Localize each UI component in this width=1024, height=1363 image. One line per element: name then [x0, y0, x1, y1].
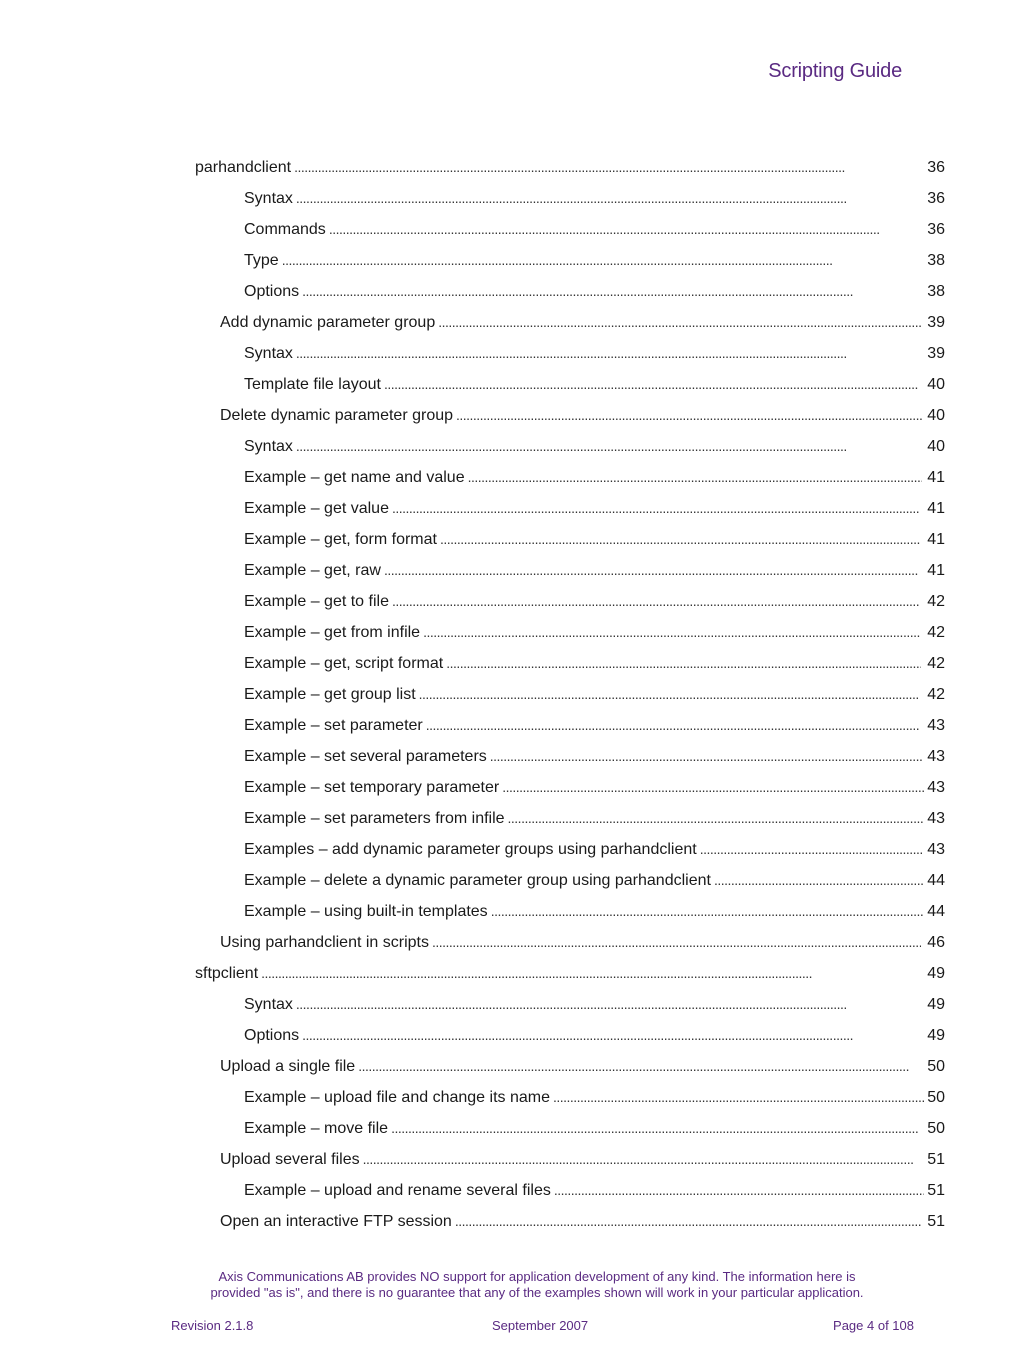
dot-leader — [426, 710, 921, 741]
toc-entry[interactable] — [0, 927, 1024, 958]
toc-entry[interactable] — [0, 1144, 1024, 1175]
toc-entry-label: Example – using built-in templates — [244, 903, 488, 920]
toc-entry[interactable] — [0, 245, 1024, 276]
toc-entry-label: sftpclient — [195, 965, 259, 982]
toc-entry-page: 43 — [927, 779, 945, 796]
dot-leader — [296, 431, 918, 462]
toc-entry-label: Examples – add dynamic parameter groups using parhandclient — [244, 841, 697, 858]
dot-leader — [455, 1206, 922, 1237]
toc-entry-page: 41 — [927, 500, 945, 517]
toc-entry-page: 43 — [927, 810, 945, 827]
toc-entry-label: Using parhandclient in scripts — [220, 934, 429, 951]
toc-entry-page: 43 — [927, 748, 945, 765]
toc-entry[interactable] — [0, 772, 1024, 803]
toc-entry-page: 51 — [927, 1213, 945, 1230]
dot-leader — [423, 617, 920, 648]
toc-entry-page: 41 — [927, 562, 945, 579]
toc-entry-label: Upload several files — [220, 1151, 360, 1168]
footer-revision: Revision 2.1.8 — [171, 1318, 254, 1333]
toc-entry[interactable] — [0, 524, 1024, 555]
dot-leader — [502, 772, 923, 803]
dot-leader — [456, 400, 922, 431]
toc-entry-label: Open an interactive FTP session — [220, 1213, 452, 1230]
dot-leader — [384, 555, 919, 586]
toc-entry-page: 40 — [927, 407, 945, 424]
toc-entry[interactable] — [0, 1020, 1024, 1051]
dot-leader — [296, 183, 918, 214]
dot-leader — [391, 1113, 919, 1144]
toc-entry-label: Example – get from infile — [244, 624, 421, 641]
toc-entry-label: Example – delete a dynamic parameter group using parhandclient — [244, 872, 711, 889]
toc-entry[interactable] — [0, 152, 1024, 183]
toc-entry-label: Example – set parameter — [244, 717, 423, 734]
disclaimer — [150, 1269, 924, 1301]
toc-entry-page: 46 — [927, 934, 945, 951]
toc-entry[interactable] — [0, 307, 1024, 338]
dot-leader — [554, 1175, 924, 1206]
dot-leader — [302, 276, 918, 307]
toc-entry-label: Syntax — [244, 190, 293, 207]
dot-leader — [490, 741, 923, 772]
toc-entry-label: Example – get, raw — [244, 562, 381, 579]
dot-leader — [302, 1020, 918, 1051]
toc-entry-page: 40 — [927, 438, 945, 455]
toc-entry[interactable] — [0, 1175, 1024, 1206]
footer-date: September 2007 — [492, 1318, 589, 1333]
dot-leader — [392, 493, 919, 524]
toc-entry[interactable] — [0, 183, 1024, 214]
toc-entry-label: Add dynamic parameter group — [220, 314, 436, 331]
toc-entry-label: Example – set temporary parameter — [244, 779, 500, 796]
toc-entry-label: Syntax — [244, 996, 293, 1013]
toc-entry-page: 36 — [927, 159, 945, 176]
toc-entry-label: Example – get, form format — [244, 531, 437, 548]
dot-leader — [438, 307, 921, 338]
toc-entry[interactable] — [0, 400, 1024, 431]
dot-leader — [363, 1144, 918, 1175]
toc-entry-page: 36 — [927, 221, 945, 238]
toc-entry-page: 42 — [927, 655, 945, 672]
dot-leader — [296, 989, 918, 1020]
toc-entry-label: Example – move file — [244, 1120, 389, 1137]
toc-entry-label: Example – upload and rename several files — [244, 1182, 551, 1199]
dot-leader — [468, 462, 923, 493]
dot-leader — [508, 803, 924, 834]
toc-entry-label: Commands — [244, 221, 326, 238]
toc-entry-page: 42 — [927, 624, 945, 641]
disclaimer-line: provided "as is", and there is no guarantee that any of the examples shown will work in your particular application. — [210, 1285, 864, 1300]
toc-entry[interactable] — [0, 958, 1024, 989]
toc-entry-page: 42 — [927, 686, 945, 703]
toc-entry[interactable] — [0, 1206, 1024, 1237]
toc-entry-label: Example – get group list — [244, 686, 416, 703]
toc-entry[interactable] — [0, 431, 1024, 462]
toc-entry[interactable] — [0, 679, 1024, 710]
dot-leader — [261, 958, 918, 989]
toc-entry-page: 44 — [927, 872, 945, 889]
toc-entry-page: 39 — [927, 345, 945, 362]
toc-entry-label: Example – get value — [244, 500, 389, 517]
toc-entry-page: 49 — [927, 1027, 945, 1044]
toc-entry-page: 50 — [927, 1058, 945, 1075]
toc-entry-page: 38 — [927, 252, 945, 269]
toc-entry[interactable] — [0, 741, 1024, 772]
toc-entry[interactable] — [0, 214, 1024, 245]
dot-leader — [384, 369, 919, 400]
toc-entry-label: Upload a single file — [220, 1058, 356, 1075]
toc-entry[interactable] — [0, 1051, 1024, 1082]
toc-entry[interactable] — [0, 803, 1024, 834]
toc-entry-page: 49 — [927, 965, 945, 982]
toc-entry-page: 43 — [927, 841, 945, 858]
toc-entry[interactable] — [0, 1113, 1024, 1144]
dot-leader — [446, 648, 921, 679]
toc-entry-page: 50 — [927, 1120, 945, 1137]
dot-leader — [296, 338, 918, 369]
footer-page-number: Page 4 of 108 — [833, 1318, 914, 1333]
toc-entry[interactable] — [0, 338, 1024, 369]
toc-entry[interactable] — [0, 462, 1024, 493]
toc-entry[interactable] — [0, 989, 1024, 1020]
dot-leader — [419, 679, 920, 710]
dot-leader — [329, 214, 918, 245]
toc-entry-page: 42 — [927, 593, 945, 610]
toc-entry-label: Example – get to file — [244, 593, 389, 610]
toc-entry-label: Delete dynamic parameter group — [220, 407, 454, 424]
toc-entry-page: 44 — [927, 903, 945, 920]
toc-entry-page: 49 — [927, 996, 945, 1013]
toc-entry-label: Example – get, script format — [244, 655, 444, 672]
toc-entry-page: 51 — [927, 1151, 945, 1168]
toc-entry-label: parhandclient — [195, 159, 292, 176]
toc-entry-label: Syntax — [244, 438, 293, 455]
toc-entry-label: Example – upload file and change its name — [244, 1089, 550, 1106]
dot-leader — [392, 586, 919, 617]
dot-leader — [553, 1082, 924, 1113]
toc-entry-page: 40 — [927, 376, 945, 393]
document-title: Scripting Guide — [768, 60, 902, 82]
dot-leader — [491, 896, 923, 927]
dot-leader — [358, 1051, 918, 1082]
toc-entry[interactable] — [0, 276, 1024, 307]
toc-entry[interactable] — [0, 555, 1024, 586]
toc-entry-page: 38 — [927, 283, 945, 300]
table-of-contents — [0, 152, 1024, 1237]
toc-entry-page: 50 — [927, 1089, 945, 1106]
toc-entry-page: 41 — [927, 531, 945, 548]
toc-entry-label: Options — [244, 1027, 300, 1044]
toc-entry[interactable] — [0, 648, 1024, 679]
toc-entry-page: 36 — [927, 190, 945, 207]
toc-entry[interactable] — [0, 710, 1024, 741]
toc-entry-label: Template file layout — [244, 376, 381, 393]
dot-leader — [432, 927, 921, 958]
toc-entry-label: Example – set several parameters — [244, 748, 487, 765]
toc-entry[interactable] — [0, 586, 1024, 617]
toc-entry-label: Type — [244, 252, 279, 269]
dot-leader — [282, 245, 918, 276]
toc-entry[interactable] — [0, 865, 1024, 896]
toc-entry-label: Example – get name and value — [244, 469, 465, 486]
toc-entry[interactable] — [0, 617, 1024, 648]
toc-entry[interactable] — [0, 834, 1024, 865]
toc-entry[interactable] — [0, 1082, 1024, 1113]
dot-leader — [294, 152, 918, 183]
toc-entry[interactable] — [0, 369, 1024, 400]
dot-leader — [700, 834, 925, 865]
toc-entry-label: Syntax — [244, 345, 293, 362]
toc-entry-page: 51 — [927, 1182, 945, 1199]
toc-entry-page: 41 — [927, 469, 945, 486]
dot-leader — [714, 865, 924, 896]
toc-entry-page: 43 — [927, 717, 945, 734]
toc-entry[interactable] — [0, 493, 1024, 524]
toc-entry-label: Options — [244, 283, 300, 300]
toc-entry-label: Example – set parameters from infile — [244, 810, 505, 827]
dot-leader — [440, 524, 921, 555]
toc-entry[interactable] — [0, 896, 1024, 927]
toc-entry-page: 39 — [927, 314, 945, 331]
disclaimer-line: Axis Communications AB provides NO support for application development of any kind. The information here is — [218, 1269, 856, 1284]
